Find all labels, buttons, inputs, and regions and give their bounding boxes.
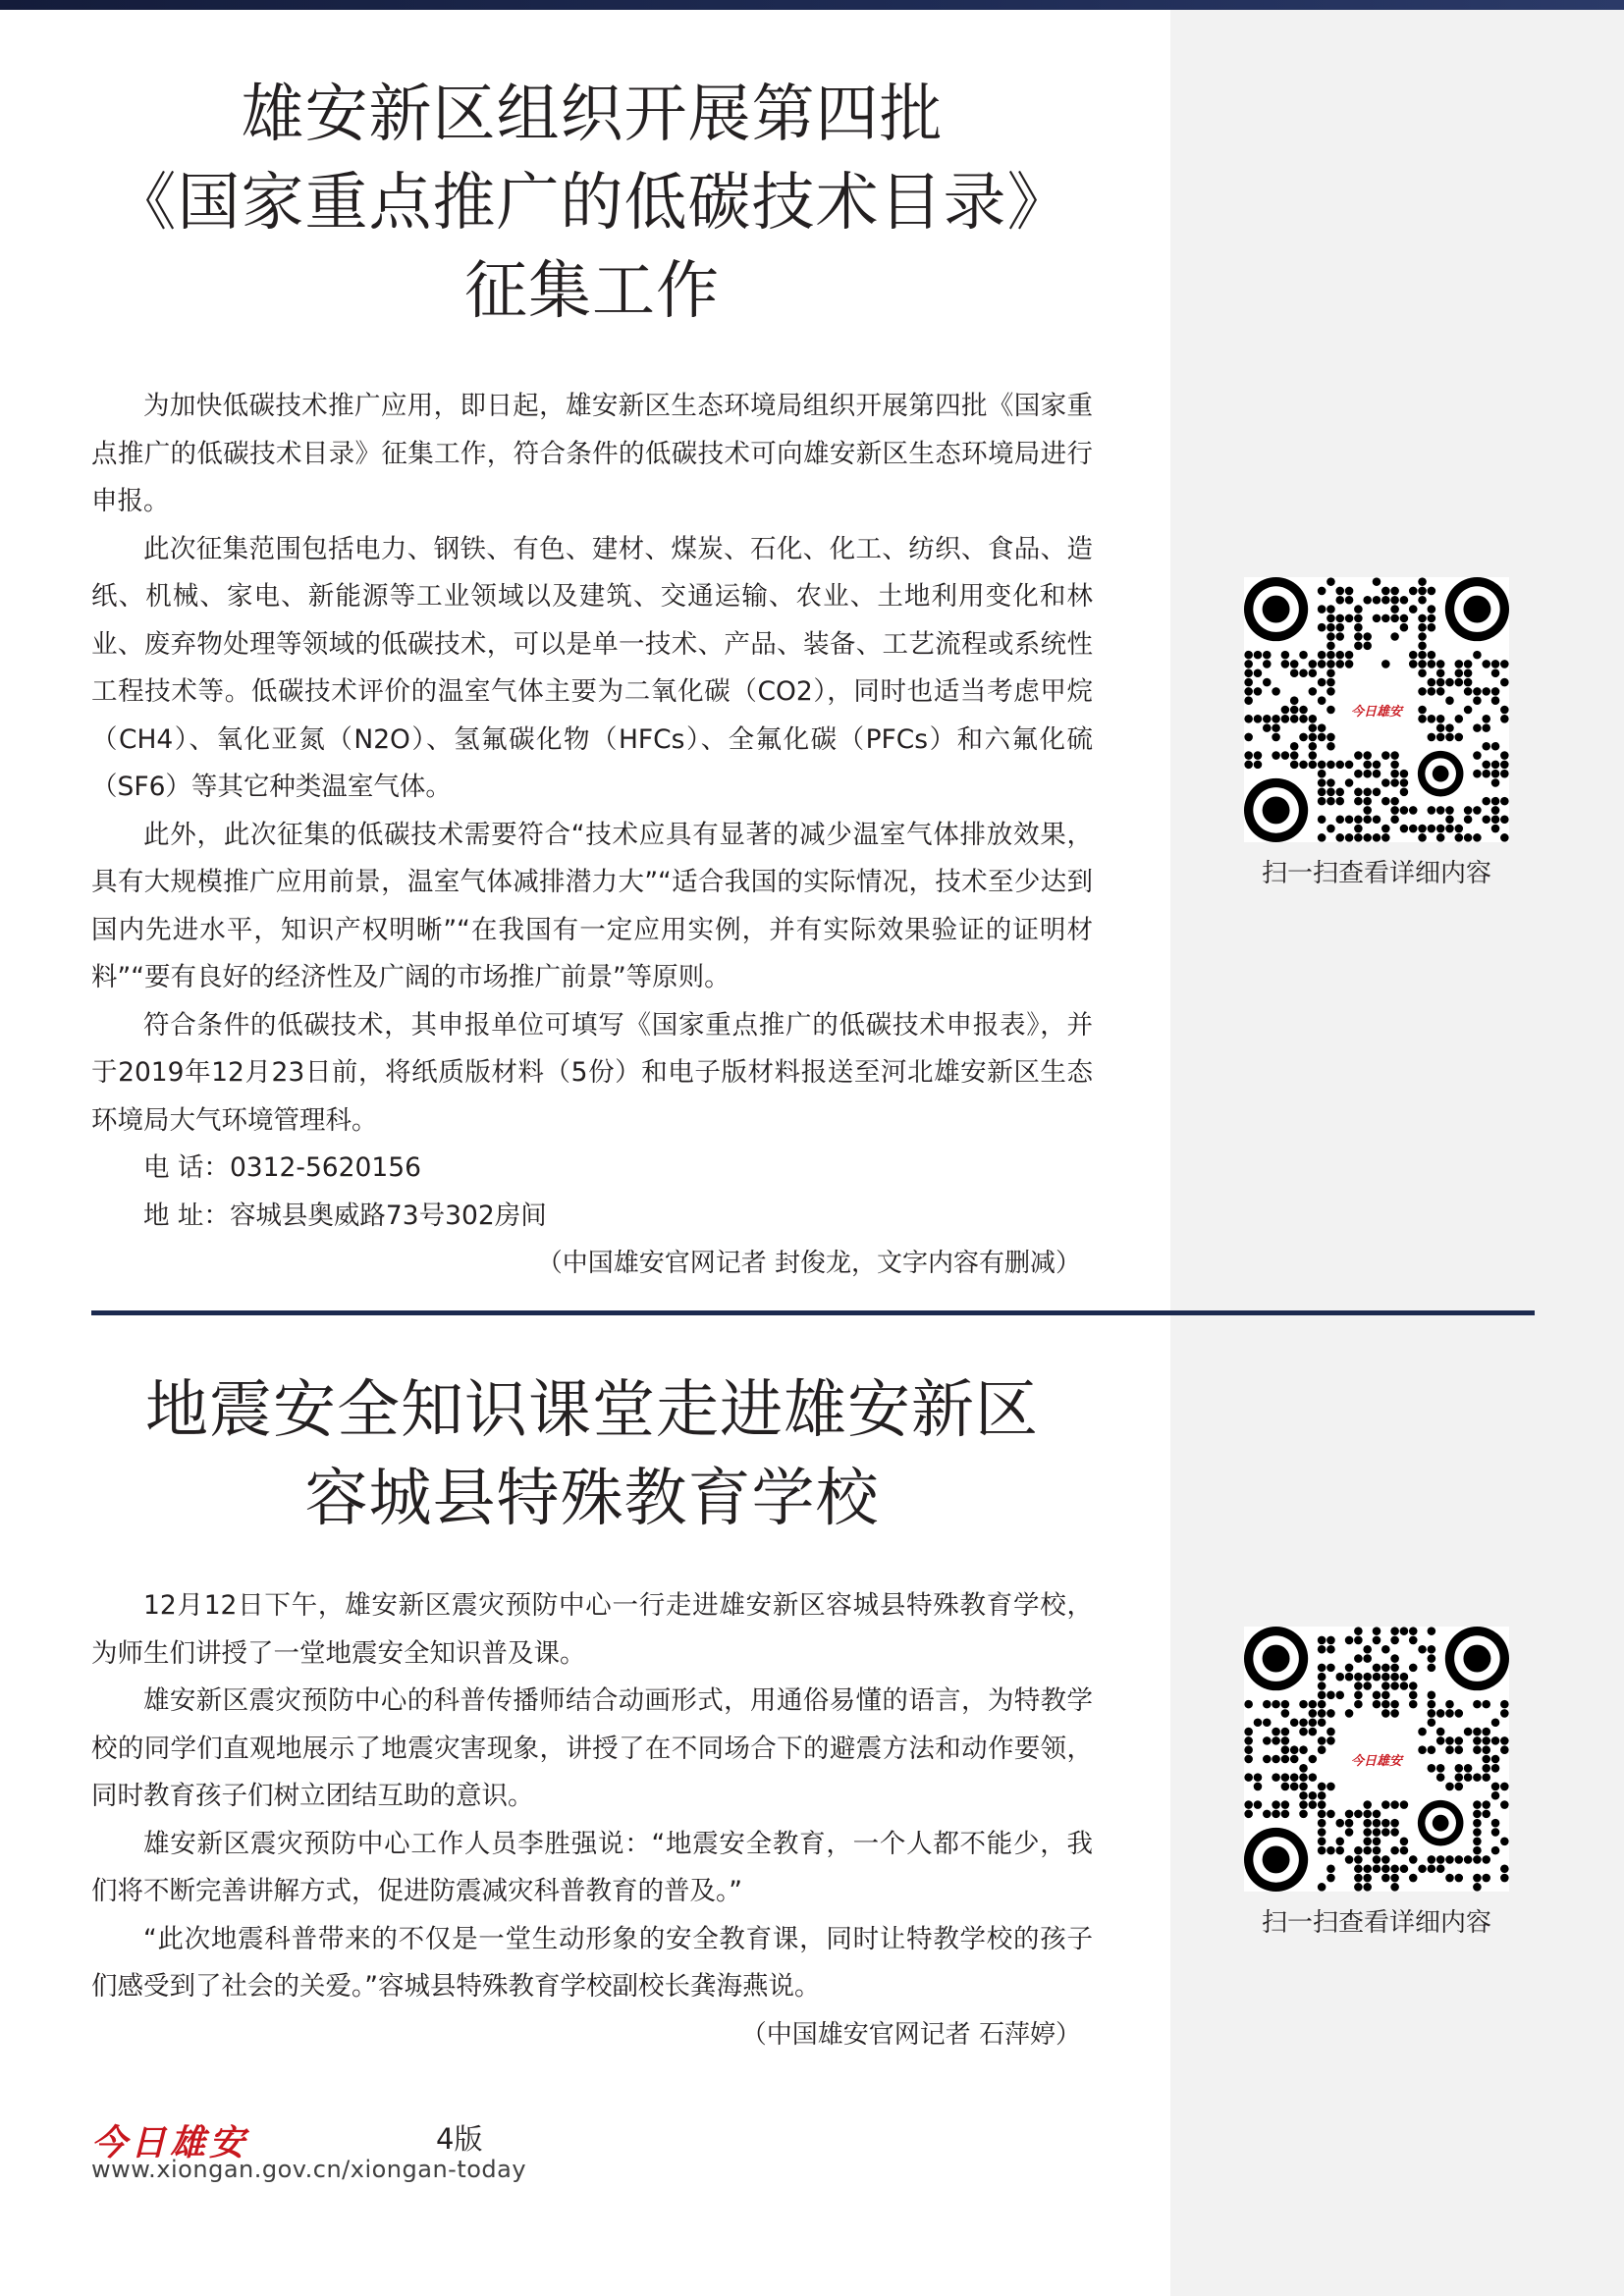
address-line	[91, 1193, 1093, 1241]
article-2	[91, 1366, 1093, 1543]
qr-block-1	[1244, 577, 1509, 891]
qr-logo-text: 今日雄安	[1350, 1753, 1402, 1769]
article-2-title-line: 地震安全知识课堂走进雄安新区	[145, 1374, 1039, 1447]
footer-url[interactable]: www.xiongan.gov.cn/xiongan-today	[91, 2156, 527, 2183]
article-1-paragraph: 此外，此次征集的低碳技术需要符合“技术应具有显著的减少温室气体排放效果，具有大规模推广应用前景，温室气体减排潜力大”“适合我国的实际情况，技术至少达到国内先进水平，知识产权明晰”“在我国有一定应用实例，并有实际效果验证的证明材料”“要有良好的经济性及广阔的市场推广前景”等原则。	[91, 819, 1093, 992]
article-2-credit: （中国雄安官网记者 石萍婷）	[740, 2019, 1081, 2050]
qr-logo-text: 今日雄安	[1350, 704, 1402, 720]
qr-caption: 扫一扫查看详细内容	[1261, 1908, 1491, 1938]
page-number: 4版	[436, 2122, 483, 2156]
article-1-paragraph: 此次征集范围包括电力、钢铁、有色、建材、煤炭、石化、化工、纺织、食品、造纸、机械、家电、新能源等工业领域以及建筑、交通运输、农业、土地利用变化和林业、废弃物处理等领域的低碳技术，可以是单一技术、产品、装备、工艺流程或系统性工程技术等。低碳技术评价的温室气体主要为二氧化碳（CO2），同时也适当考虑甲烷（CH4）、氧化亚氮（N2O）、氢氟碳化物（HFCs）、全氟化碳（PFCs）和六氟化硫（SF6）等其它种类温室气体。	[91, 533, 1093, 802]
article-2-title	[91, 1366, 1093, 1543]
article-1-title	[91, 71, 1093, 336]
qr-logo	[1342, 675, 1411, 744]
qr-logo	[1342, 1725, 1411, 1793]
article-1-title-line: 征集工作	[464, 255, 720, 328]
phone-label: 电 话：	[143, 1152, 230, 1183]
article-1-body	[91, 383, 1093, 1287]
article-1-paragraph: 符合条件的低碳技术，其申报单位可填写《国家重点推广的低碳技术申报表》，并于2019年12月23日前，将纸质版材料（5份）和电子版材料报送至河北雄安新区生态环境局大气环境管理科。	[91, 1009, 1093, 1136]
qr-code-1[interactable]	[1244, 577, 1509, 842]
footer-logo: 今日雄安	[91, 2122, 249, 2163]
article-1-paragraph: 为加快低碳技术推广应用，即日起，雄安新区生态环境局组织开展第四批《国家重点推广的低碳技术目录》征集工作，符合条件的低碳技术可向雄安新区生态环境局进行申报。	[91, 391, 1093, 516]
article-2-paragraph: 12月12日下午，雄安新区震灾预防中心一行走进雄安新区容城县特殊教育学校，为师生们讲授了一堂地震安全知识普及课。	[91, 1590, 1093, 1669]
phone-number: 0312-5620156	[229, 1152, 421, 1183]
article-2-title-line: 容城县特殊教育学校	[304, 1463, 880, 1535]
article-1	[91, 71, 1093, 336]
article-1-title-line: 雄安新区组织开展第四批	[241, 79, 944, 151]
address-value: 容城县奥威路73号302房间	[229, 1200, 547, 1231]
article-1-title-line: 《国家重点推广的低碳技术目录》	[113, 167, 1071, 240]
article-2-body	[91, 1582, 1093, 2058]
phone-line	[91, 1145, 1093, 1193]
right-sidebar-panel	[1170, 10, 1624, 2296]
top-banner-bar	[0, 0, 1624, 10]
article-divider	[91, 1310, 1535, 1315]
article-2-paragraph: 雄安新区震灾预防中心工作人员李胜强说：“地震安全教育，一个人都不能少，我们将不断完善讲解方式，促进防震减灾科普教育的普及。”	[91, 1828, 1093, 1906]
address-label: 地 址：	[143, 1200, 230, 1231]
qr-caption: 扫一扫查看详细内容	[1261, 859, 1491, 888]
article-2-paragraph: “此次地震科普带来的不仅是一堂生动形象的安全教育课，同时让特教学校的孩子们感受到了社会的关爱。”容城县特殊教育学校副校长龚海燕说。	[91, 1923, 1093, 2002]
qr-code-2[interactable]	[1244, 1627, 1509, 1892]
qr-block-2	[1244, 1627, 1509, 1941]
article-1-credit: （中国雄安官网记者 封俊龙，文字内容有删减）	[536, 1249, 1081, 1278]
article-2-paragraph: 雄安新区震灾预防中心的科普传播师结合动画形式，用通俗易懂的语言，为特教学校的同学们直观地展示了地震灾害现象，讲授了在不同场合下的避震方法和动作要领，同时教育孩子们树立团结互助的意识。	[91, 1685, 1093, 1811]
